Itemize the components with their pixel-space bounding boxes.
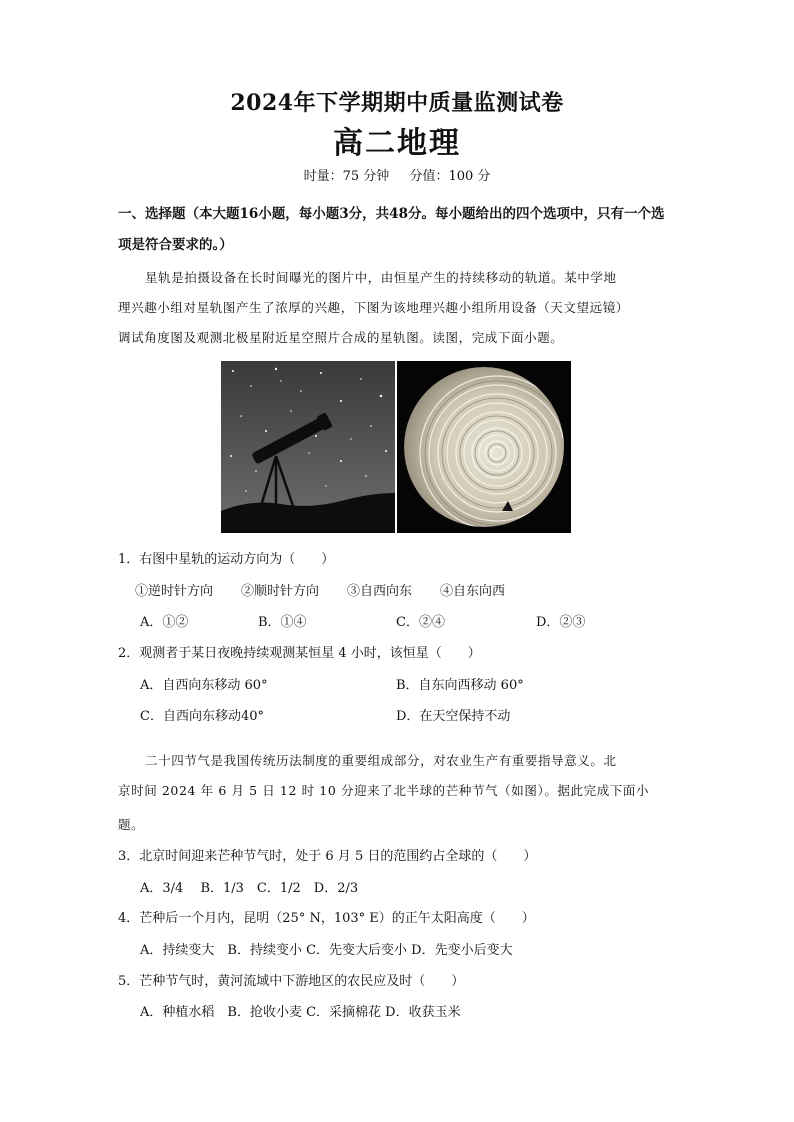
q3-options: A．3/4 B．1/3 C．1/2 D．2/3 [140, 881, 359, 896]
q2-option-c: C．自西向东移动40° [140, 709, 264, 724]
full-score: 分值：100 分 [409, 169, 491, 184]
q1-option-c: C．②④ [396, 615, 445, 630]
passage2-line2: 京时间 2024 年 6 月 5 日 12 时 10 分迎来了北半球的芒种节气（如图）。据此完成下面小 [118, 783, 650, 798]
passage1-line2: 理兴趣小组对星轨图产生了浓厚的兴趣，下图为该地理兴趣小组所用设备（天文望远镜） [118, 300, 629, 315]
question-3-stem: 3．北京时间迎来芒种节气时，处于 6 月 5 日的范围约占全球的（ ） [118, 849, 537, 864]
q4-options: A．持续变大 B．持续变小 C．先变大后变小 D．先变小后变大 [140, 943, 513, 958]
time-limit: 时量：75 分钟 [303, 169, 390, 184]
q1-option-d: D．②③ [536, 615, 586, 630]
q1-option-a: A．①② [140, 615, 189, 630]
question-1-stem: 1．右图中星轨的运动方向为（ ） [118, 552, 335, 567]
exam-meta [0, 165, 794, 184]
question-5-stem: 5．芒种节气时，黄河流域中下游地区的农民应及时（ ） [118, 974, 465, 989]
passage1-line1: 星轨是拍摄设备在长时间曝光的图片中，由恒星产生的持续移动的轨道。某中学地 [145, 270, 617, 285]
q2-option-d: D．在天空保持不动 [396, 709, 511, 724]
q2-option-b: B．自东向西移动 60° [396, 678, 524, 693]
telescope-photo [221, 361, 395, 533]
figure-photos [221, 361, 571, 533]
question-4-stem: 4．芒种后一个月内，昆明（25° N，103° E）的正午太阳高度（ ） [118, 911, 535, 926]
passage2-line1: 二十四节气是我国传统历法制度的重要组成部分，对农业生产有重要指导意义。北 [145, 753, 617, 768]
exam-title: 2024年下学期期中质量监测试卷 [230, 90, 564, 116]
question-2-stem: 2．观测者于某日夜晚持续观测某恒星 4 小时，该恒星（ ） [118, 646, 481, 661]
q2-option-a: A．自西向东移动 60° [140, 678, 268, 693]
passage1-line3: 调试角度图及观测北极星附近星空照片合成的星轨图。读图，完成下面小题。 [118, 330, 564, 345]
passage2-line3: 题。 [118, 817, 145, 832]
star-trail-photo [397, 361, 571, 533]
section-heading-line2: 项是符合要求的。） [118, 237, 233, 253]
q1-option-b: B．①④ [258, 615, 307, 630]
subject-title: 高二地理 [333, 126, 461, 161]
section-heading-line1: 一、选择题（本大题16小题，每小题3分，共48分。每小题给出的四个选项中，只有一个选 [118, 206, 665, 222]
q1-item-3: ③自西向东 [347, 584, 413, 599]
q1-item-1: ①逆时针方向 [135, 584, 214, 599]
q1-item-2: ②顺时针方向 [241, 584, 320, 599]
q5-options: A．种植水稻 B．抢收小麦 C．采摘棉花 D．收获玉米 [140, 1005, 461, 1020]
q1-item-4: ④自东向西 [440, 584, 506, 599]
